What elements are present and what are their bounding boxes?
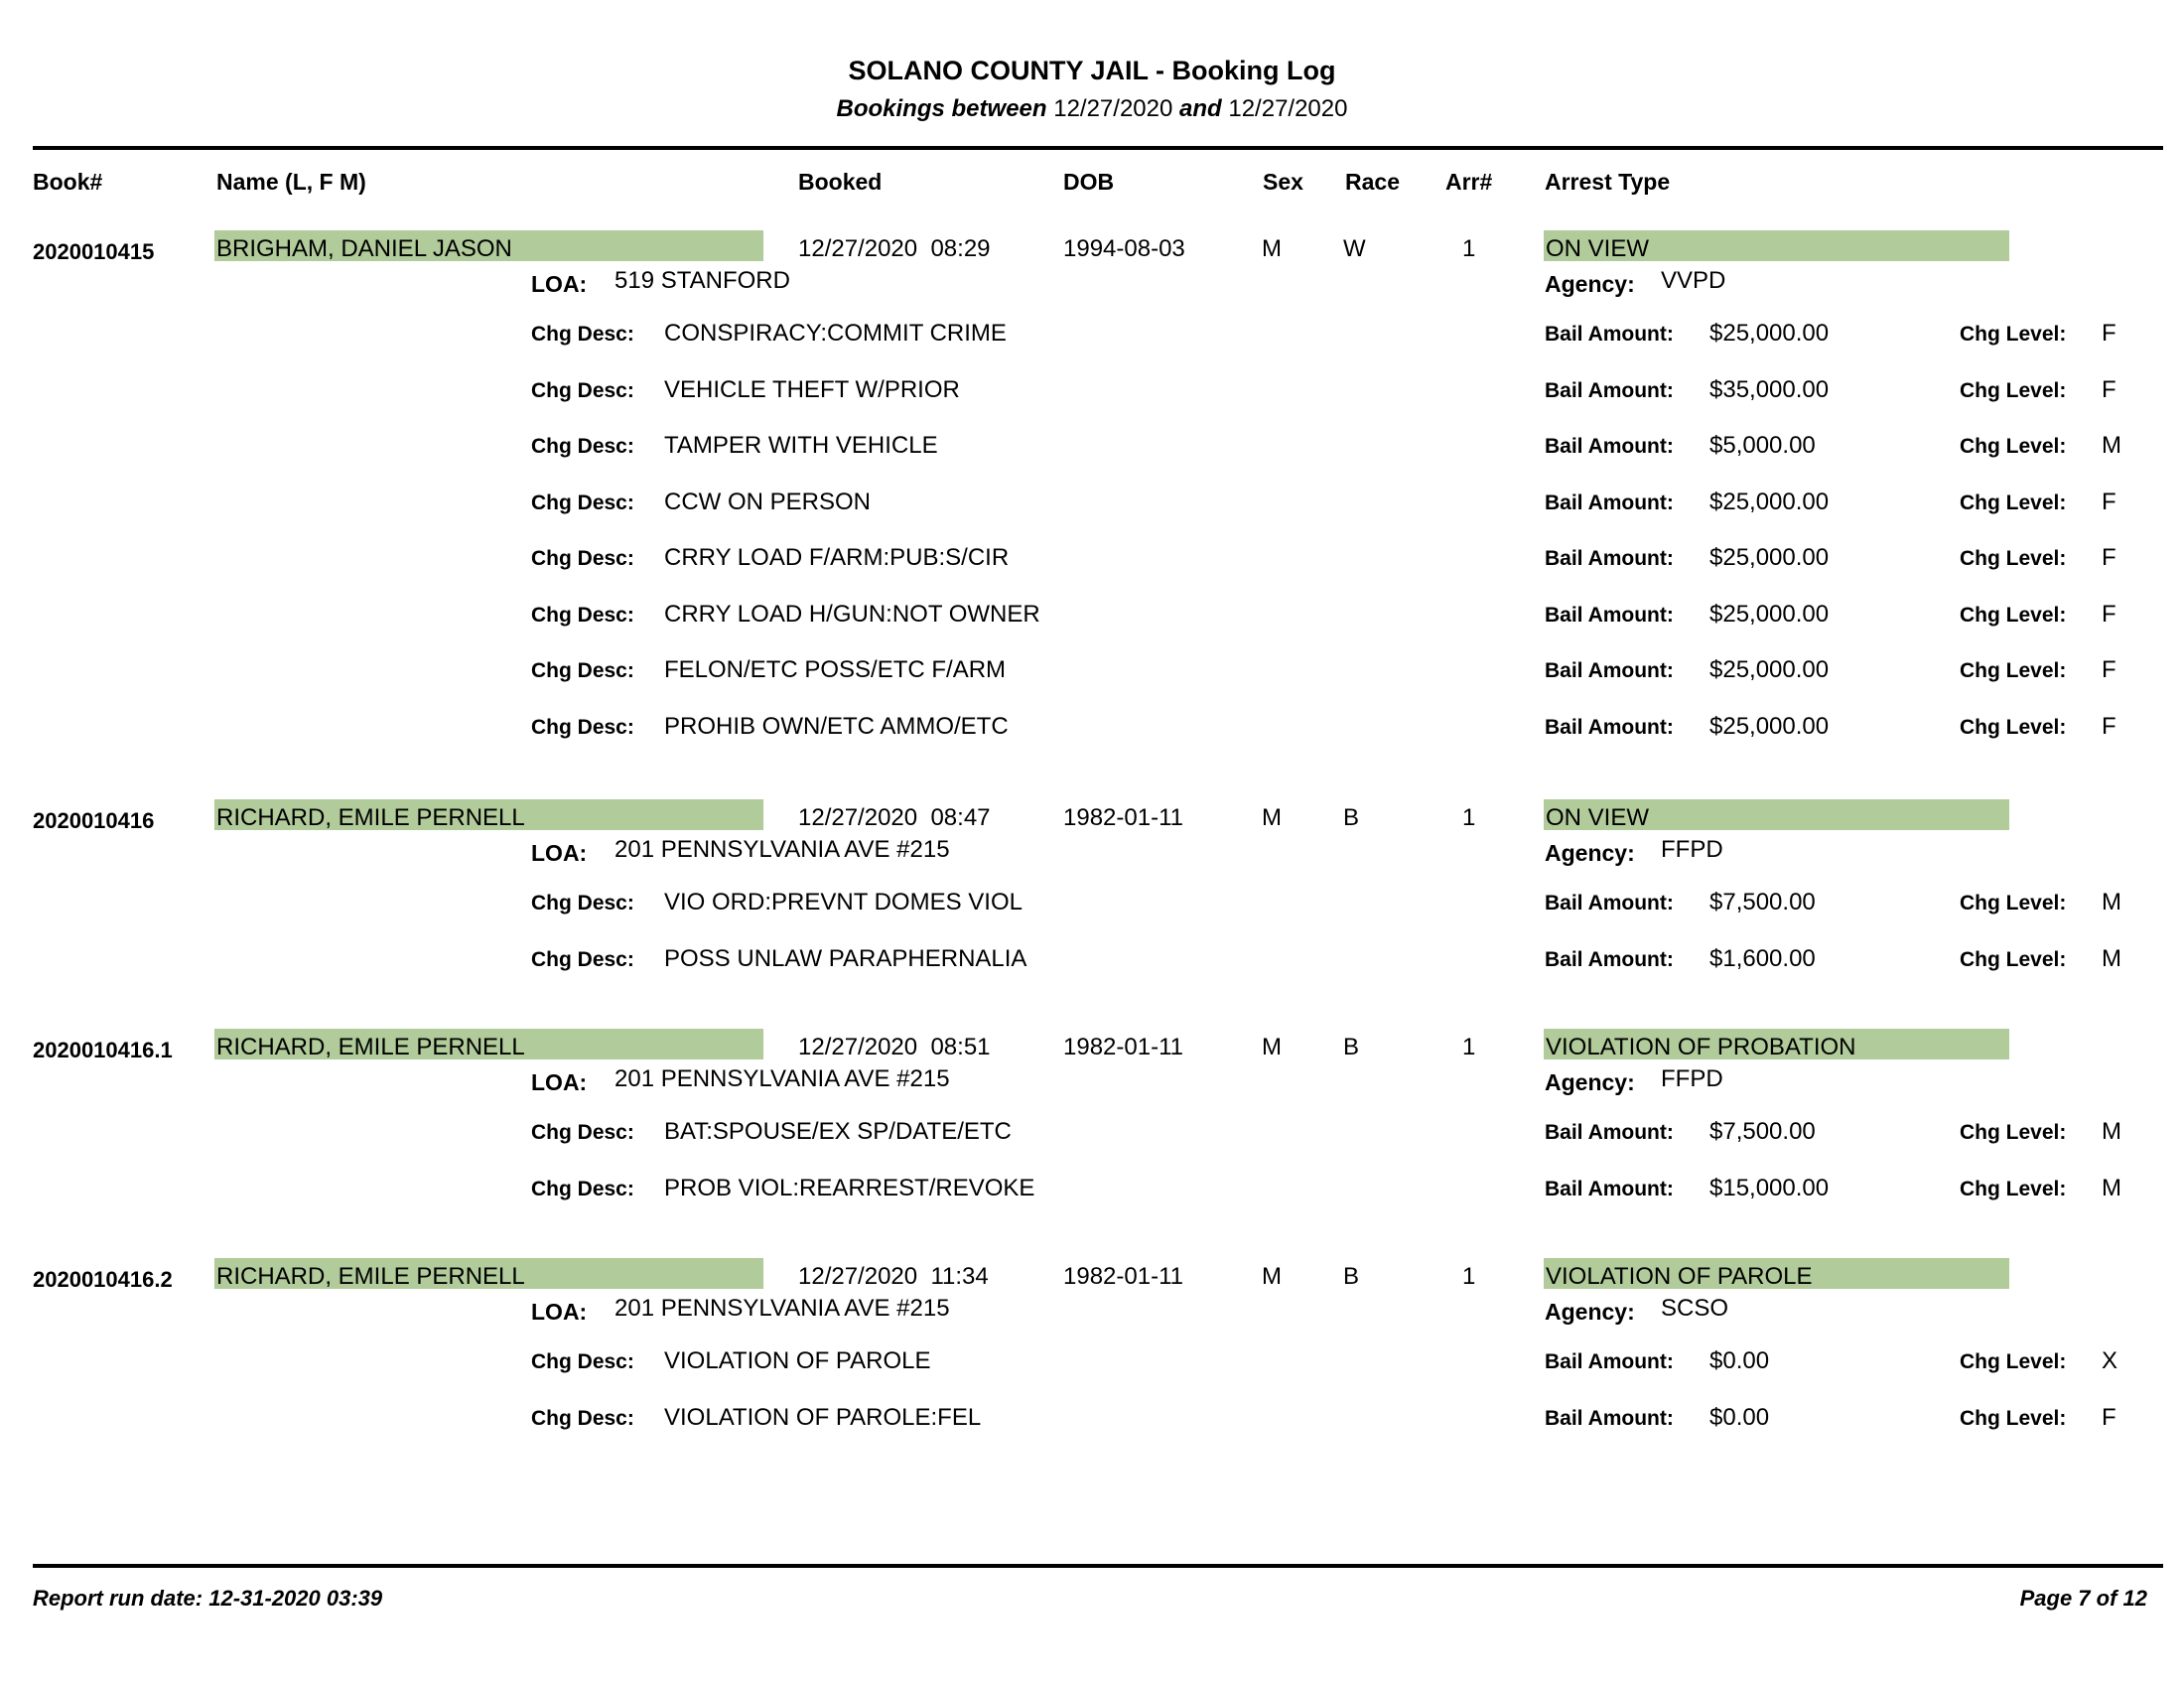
chg-level-label: Chg Level: (1960, 892, 2067, 914)
charge-level: M (2102, 1118, 2121, 1145)
charge-level: F (2102, 656, 2116, 683)
arrest-count: 1 (1462, 1263, 1476, 1290)
col-dob: DOB (1063, 169, 1115, 195)
chg-level-label: Chg Level: (1960, 323, 2067, 346)
report-run-date: Report run date: 12-31-2020 03:39 (33, 1586, 383, 1611)
col-name: Name (L, F M) (216, 169, 366, 195)
sex: M (1262, 235, 1282, 262)
dob: 1994-08-03 (1063, 235, 1185, 262)
charge-description: CRRY LOAD F/ARM:PUB:S/CIR (664, 544, 1010, 571)
booked-datetime: 12/27/2020 08:29 (798, 235, 991, 262)
bail-amount-label: Bail Amount: (1545, 1177, 1674, 1200)
agency-label: Agency: (1545, 840, 1635, 866)
inmate-name: RICHARD, EMILE PERNELL (216, 804, 525, 831)
name-highlight (214, 230, 763, 261)
bail-amount-label: Bail Amount: (1545, 547, 1674, 570)
header-rule (33, 146, 2163, 150)
charge-description: PROB VIOL:REARREST/REVOKE (664, 1174, 1035, 1201)
subtitle-prefix: Bookings between (836, 95, 1047, 122)
col-arrest-type: Arrest Type (1545, 169, 1671, 195)
chg-level-label: Chg Level: (1960, 1121, 2067, 1144)
charge-level: M (2102, 889, 2121, 915)
bail-amount-label: Bail Amount: (1545, 435, 1674, 458)
chg-level-label: Chg Level: (1960, 1406, 2067, 1430)
dob: 1982-01-11 (1063, 1034, 1183, 1060)
agency-label: Agency: (1545, 1299, 1635, 1325)
charge-level: M (2102, 432, 2121, 459)
bail-amount: $35,000.00 (1709, 375, 1830, 403)
agency: FFPD (1661, 1065, 1723, 1092)
bail-amount: $0.00 (1709, 1403, 1770, 1431)
sex: M (1262, 1034, 1282, 1060)
bail-amount-label: Bail Amount: (1545, 323, 1674, 346)
chg-desc-label: Chg Desc: (531, 435, 634, 458)
name-highlight (214, 1258, 763, 1289)
bail-amount-label: Bail Amount: (1545, 491, 1674, 514)
charge-description: VIOLATION OF PAROLE:FEL (664, 1403, 982, 1431)
loa-address: 519 STANFORD (614, 267, 790, 294)
loa-address: 201 PENNSYLVANIA AVE #215 (614, 836, 950, 863)
chg-desc-label: Chg Desc: (531, 947, 634, 971)
chg-desc-label: Chg Desc: (531, 1350, 634, 1373)
charge-description: CONSPIRACY:COMMIT CRIME (664, 320, 1007, 347)
bail-amount-label: Bail Amount: (1545, 378, 1674, 402)
bail-amount: $25,000.00 (1709, 488, 1830, 515)
chg-desc-label: Chg Desc: (531, 603, 634, 627)
charge-level: M (2102, 944, 2121, 972)
page-number: Page 7 of 12 (2019, 1586, 2147, 1611)
agency: SCSO (1661, 1295, 1729, 1322)
chg-desc-label: Chg Desc: (531, 323, 634, 346)
bail-amount-label: Bail Amount: (1545, 603, 1674, 627)
charge-level: F (2102, 600, 2116, 628)
charge-description: BAT:SPOUSE/EX SP/DATE/ETC (664, 1118, 1012, 1145)
arrest-count: 1 (1462, 235, 1476, 262)
loa-label: LOA: (531, 271, 588, 297)
charge-level: F (2102, 320, 2116, 347)
chg-level-label: Chg Level: (1960, 491, 2067, 514)
booked-datetime: 12/27/2020 08:51 (798, 1034, 991, 1060)
charge-level: F (2102, 712, 2116, 740)
arrest-type: VIOLATION OF PROBATION (1546, 1034, 1856, 1060)
booked-datetime: 12/27/2020 11:34 (798, 1263, 989, 1290)
chg-desc-label: Chg Desc: (531, 1406, 634, 1430)
chg-level-label: Chg Level: (1960, 547, 2067, 570)
inmate-name: BRIGHAM, DANIEL JASON (216, 235, 512, 262)
date-from: 12/27/2020 (1053, 95, 1173, 122)
charge-description: CRRY LOAD H/GUN:NOT OWNER (664, 600, 1040, 628)
arrest-type-highlight (1544, 1258, 2009, 1289)
bail-amount: $25,000.00 (1709, 320, 1830, 347)
chg-level-label: Chg Level: (1960, 659, 2067, 682)
race: B (1343, 1034, 1360, 1060)
col-sex: Sex (1263, 169, 1303, 195)
chg-desc-label: Chg Desc: (531, 659, 634, 682)
chg-desc-label: Chg Desc: (531, 1121, 634, 1144)
booking-number: 2020010416.2 (33, 1267, 173, 1292)
booked-datetime: 12/27/2020 08:47 (798, 804, 991, 831)
bail-amount: $25,000.00 (1709, 544, 1830, 571)
loa-address: 201 PENNSYLVANIA AVE #215 (614, 1065, 950, 1092)
chg-level-label: Chg Level: (1960, 1177, 2067, 1200)
race: B (1343, 804, 1360, 831)
chg-desc-label: Chg Desc: (531, 892, 634, 914)
chg-desc-label: Chg Desc: (531, 1177, 634, 1200)
chg-desc-label: Chg Desc: (531, 378, 634, 402)
charge-description: PROHIB OWN/ETC AMMO/ETC (664, 712, 1009, 740)
agency-label: Agency: (1545, 1069, 1635, 1095)
charge-level: F (2102, 488, 2116, 515)
col-booked: Booked (798, 169, 883, 195)
bail-amount: $7,500.00 (1709, 889, 1816, 915)
loa-label: LOA: (531, 1299, 588, 1325)
chg-desc-label: Chg Desc: (531, 547, 634, 570)
sex: M (1262, 804, 1282, 831)
name-highlight (214, 1029, 763, 1059)
report-subtitle (0, 95, 2184, 123)
charge-description: TAMPER WITH VEHICLE (664, 432, 938, 459)
dob: 1982-01-11 (1063, 804, 1183, 831)
charge-level: F (2102, 375, 2116, 403)
footer-rule (33, 1564, 2163, 1568)
charge-description: VEHICLE THEFT W/PRIOR (664, 375, 960, 403)
arrest-type: VIOLATION OF PAROLE (1546, 1263, 1813, 1290)
arrest-type-highlight (1544, 230, 2009, 261)
loa-address: 201 PENNSYLVANIA AVE #215 (614, 1295, 950, 1322)
charge-level: M (2102, 1174, 2121, 1201)
charge-description: POSS UNLAW PARAPHERNALIA (664, 944, 1027, 972)
bail-amount: $25,000.00 (1709, 600, 1830, 628)
booking-number: 2020010416.1 (33, 1038, 173, 1062)
loa-label: LOA: (531, 840, 588, 866)
name-highlight (214, 799, 763, 830)
bail-amount: $5,000.00 (1709, 432, 1816, 459)
chg-level-label: Chg Level: (1960, 435, 2067, 458)
charge-description: VIOLATION OF PAROLE (664, 1347, 931, 1374)
arrest-type-highlight (1544, 799, 2009, 830)
chg-level-label: Chg Level: (1960, 1350, 2067, 1373)
dob: 1982-01-11 (1063, 1263, 1183, 1290)
arrest-count: 1 (1462, 1034, 1476, 1060)
booking-number: 2020010416 (33, 808, 155, 833)
bail-amount: $7,500.00 (1709, 1118, 1816, 1145)
bail-amount-label: Bail Amount: (1545, 659, 1674, 682)
booking-number: 2020010415 (33, 239, 155, 264)
bail-amount-label: Bail Amount: (1545, 1406, 1674, 1430)
agency: FFPD (1661, 836, 1723, 863)
charge-level: F (2102, 544, 2116, 571)
bail-amount: $0.00 (1709, 1347, 1770, 1374)
agency: VVPD (1661, 267, 1726, 294)
chg-level-label: Chg Level: (1960, 378, 2067, 402)
inmate-name: RICHARD, EMILE PERNELL (216, 1263, 525, 1290)
arrest-type: ON VIEW (1546, 804, 1650, 831)
col-book: Book# (33, 169, 103, 195)
bail-amount-label: Bail Amount: (1545, 892, 1674, 914)
bail-amount-label: Bail Amount: (1545, 1121, 1674, 1144)
chg-level-label: Chg Level: (1960, 947, 2067, 971)
arrest-count: 1 (1462, 804, 1476, 831)
report-title: SOLANO COUNTY JAIL - Booking Log (848, 56, 1336, 85)
charge-description: VIO ORD:PREVNT DOMES VIOL (664, 889, 1023, 915)
charge-level: X (2102, 1347, 2118, 1374)
chg-desc-label: Chg Desc: (531, 491, 634, 514)
sex: M (1262, 1263, 1282, 1290)
bail-amount: $1,600.00 (1709, 944, 1816, 972)
bail-amount: $25,000.00 (1709, 656, 1830, 683)
chg-level-label: Chg Level: (1960, 715, 2067, 739)
inmate-name: RICHARD, EMILE PERNELL (216, 1034, 525, 1060)
bail-amount: $15,000.00 (1709, 1174, 1830, 1201)
date-to: 12/27/2020 (1228, 95, 1348, 122)
chg-level-label: Chg Level: (1960, 603, 2067, 627)
col-race: Race (1345, 169, 1400, 195)
bail-amount: $25,000.00 (1709, 712, 1830, 740)
charge-description: CCW ON PERSON (664, 488, 872, 515)
race: B (1343, 1263, 1360, 1290)
arrest-type: ON VIEW (1546, 235, 1650, 262)
bail-amount-label: Bail Amount: (1545, 715, 1674, 739)
charge-level: F (2102, 1403, 2116, 1431)
arrest-type-highlight (1544, 1029, 2009, 1059)
charge-description: FELON/ETC POSS/ETC F/ARM (664, 656, 1007, 683)
loa-label: LOA: (531, 1069, 588, 1095)
bail-amount-label: Bail Amount: (1545, 947, 1674, 971)
agency-label: Agency: (1545, 271, 1635, 297)
chg-desc-label: Chg Desc: (531, 715, 634, 739)
bail-amount-label: Bail Amount: (1545, 1350, 1674, 1373)
col-arr: Arr# (1445, 169, 1493, 195)
subtitle-join: and (1179, 95, 1222, 122)
race: W (1343, 235, 1366, 262)
